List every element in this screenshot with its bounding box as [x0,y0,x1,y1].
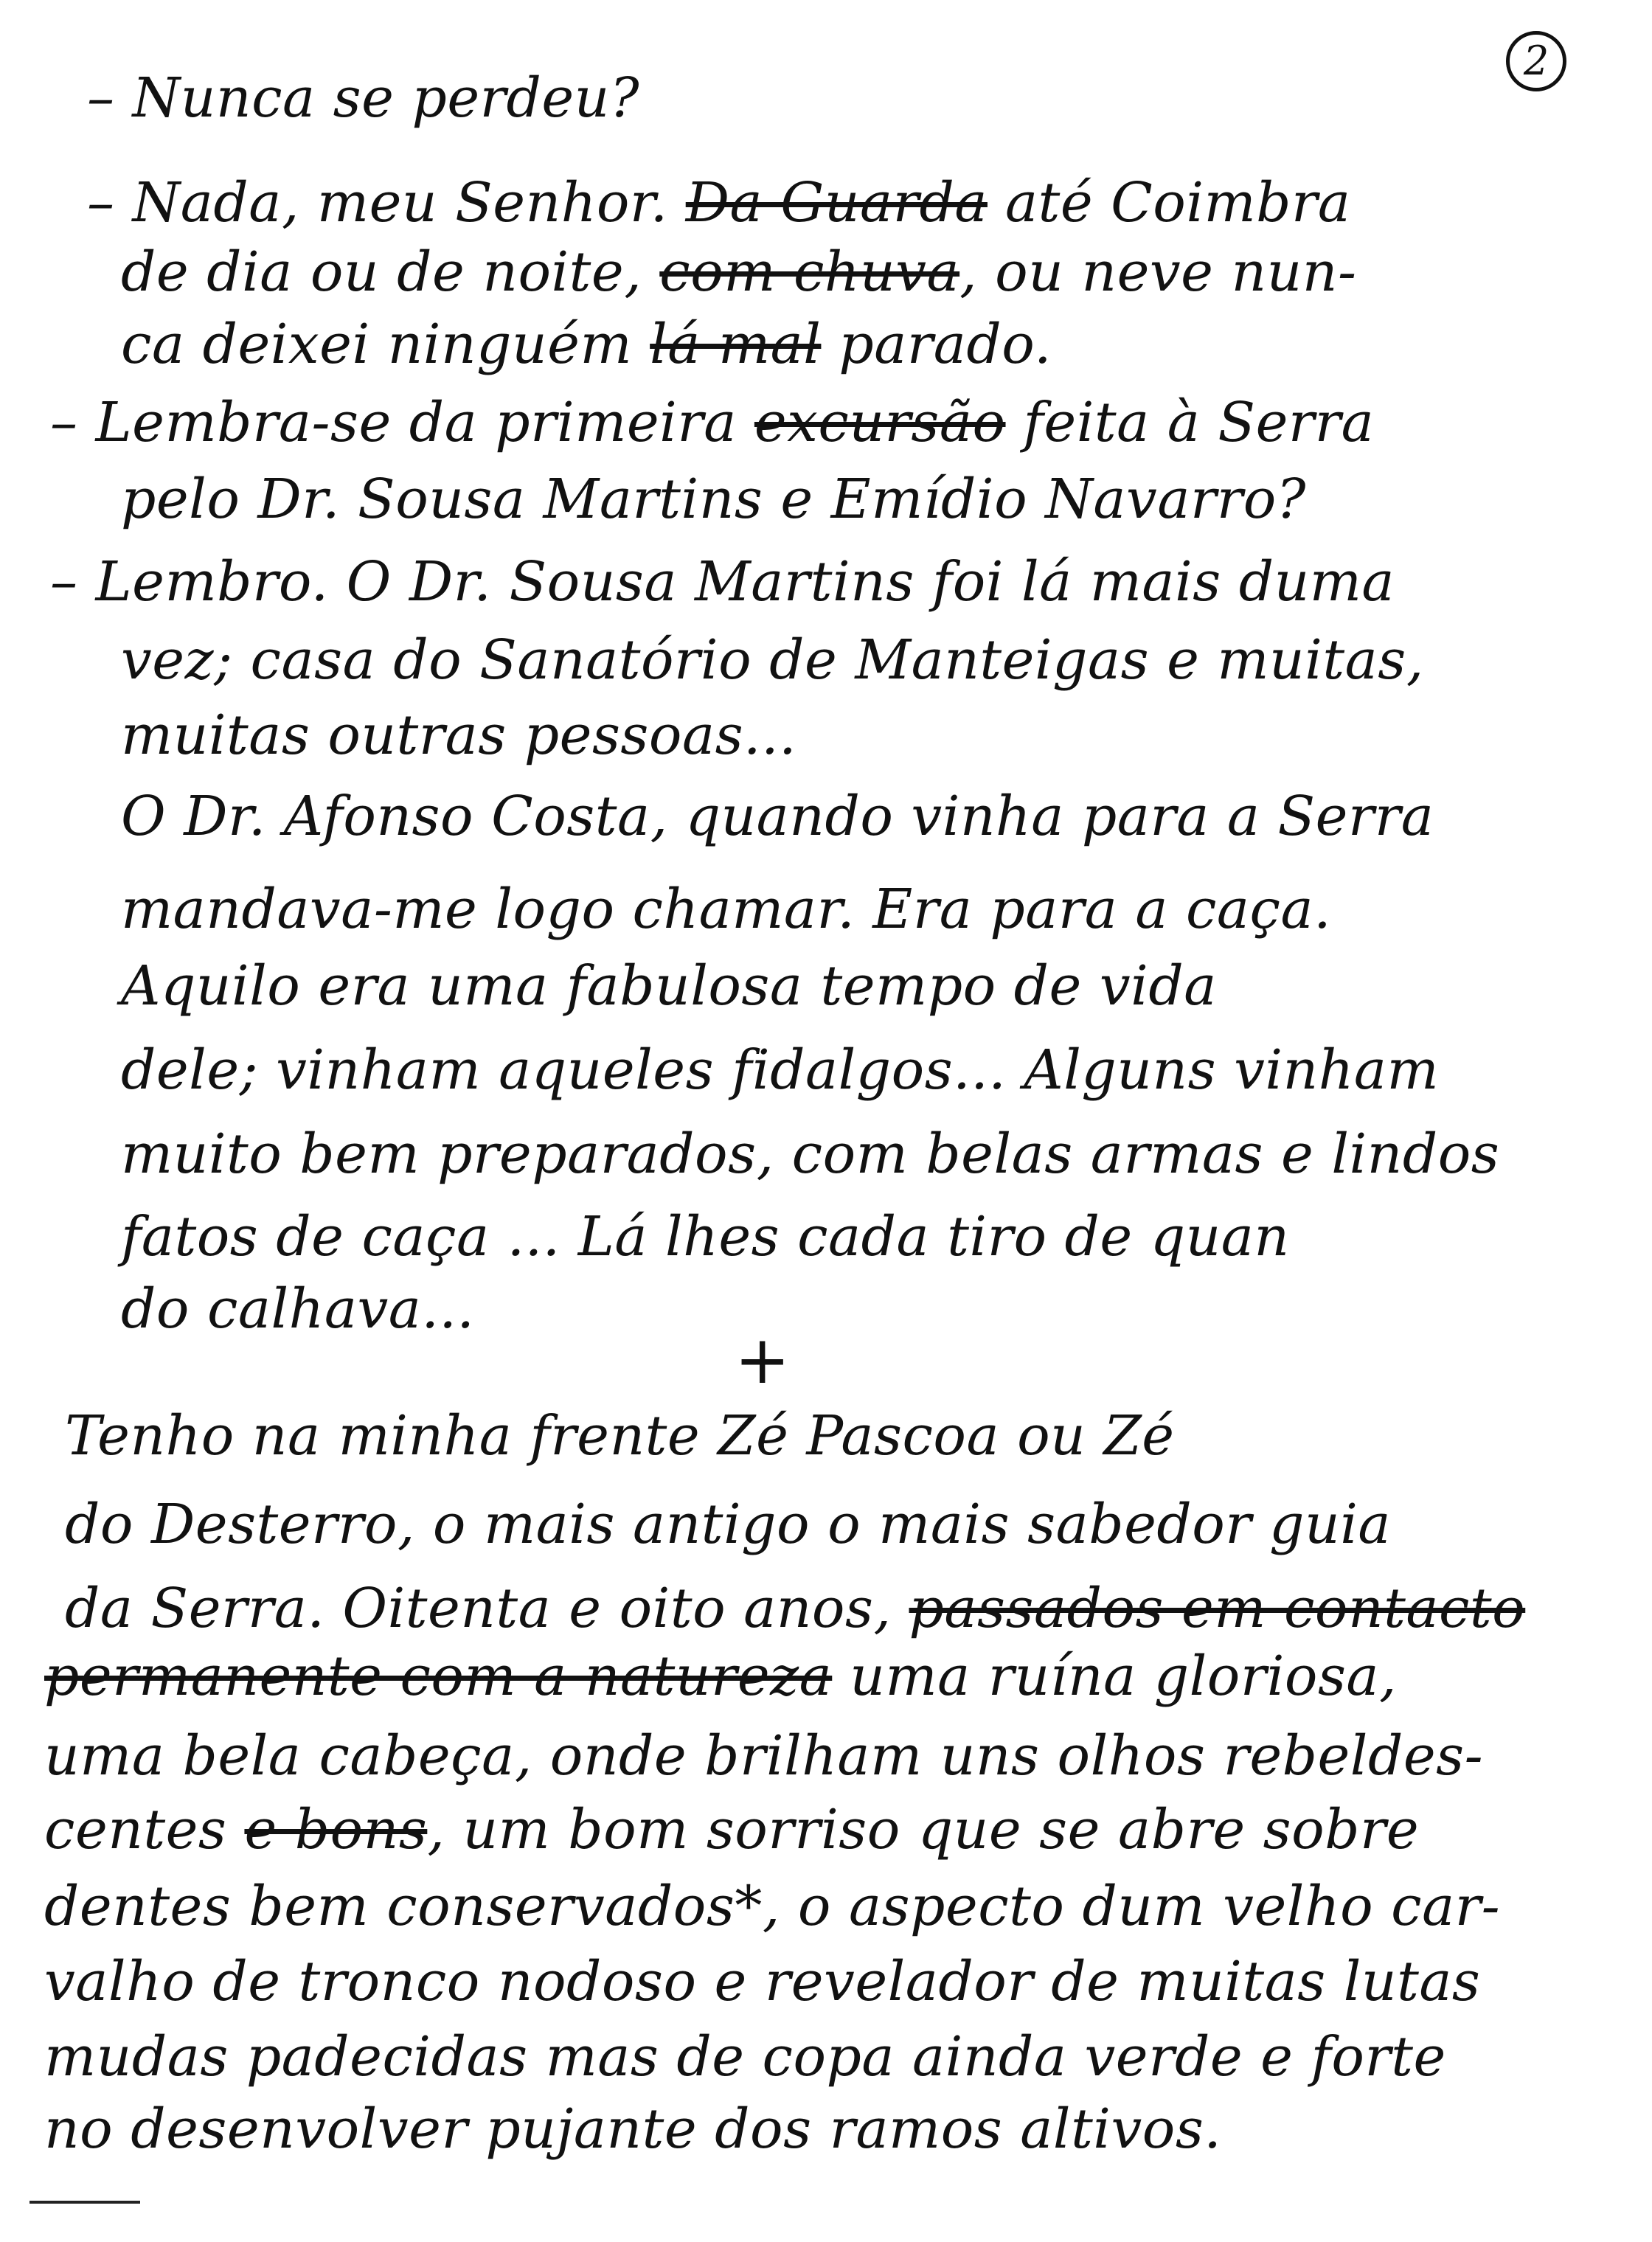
dialogue-line-7: – Lembro. O Dr. Sousa Martins foi lá mais duma [50,550,1395,614]
struck-text-excursao: excursão [754,391,1006,454]
dialogue-line-2-c: até Coimbra [987,171,1351,235]
dialogue-line-9: muitas outras pessoas... [121,704,797,767]
struck-text-permanente-natureza: permanente com a natureza [44,1645,833,1708]
narrative-line-10: no desenvolver pujante dos ramos altivos. [44,2097,1222,2161]
narrative-line-5: uma bela cabeça, onde brilham uns olhos rebeldes- [44,1724,1484,1788]
narrative-line-6-c: , um bom sorriso que se abre sobre [427,1798,1420,1861]
struck-text-passados-em-contacto: passados em contacto [909,1577,1526,1640]
narrative-line-3-a: da Serra. Oitenta e oito anos, [65,1577,909,1640]
narrative-line-7: dentes bem conservados*, o aspecto dum velho car- [44,1875,1501,1938]
narrative-line-4-b: uma ruína gloriosa, [832,1645,1398,1708]
dialogue-line-12: Aquilo era uma fabulosa tempo de vida [121,954,1217,1018]
dialogue-line-3-a: de dia ou de noite, [121,240,660,304]
dialogue-line-10: O Dr. Afonso Costa, quando vinha para a Serra [121,785,1434,848]
dialogue-line-4 [121,313,1052,376]
dialogue-line-2 [87,171,1351,235]
narrative-line-6 [44,1798,1420,1861]
narrative-line-8: valho de tronco nodoso e revelador de muitas lutas [44,1950,1481,2013]
narrative-line-2: do Desterro, o mais antigo o mais sabedor guia [65,1493,1391,1556]
dialogue-line-14: muito bem preparados, com belas armas e lindos [121,1122,1500,1186]
narrative-line-4 [44,1645,1398,1708]
narrative-line-1: Tenho na minha frente Zé Pascoa ou Zé [65,1404,1175,1468]
dialogue-line-4-c: parado. [821,313,1052,376]
dialogue-line-5-c: feita à Serra [1005,391,1375,454]
dialogue-line-3 [121,240,1357,304]
dialogue-line-11: mandava-me logo chamar. Era para a caça. [121,878,1332,941]
dialogue-line-5-a: – Lembra-se da primeira [50,391,754,454]
narrative-line-9: mudas padecidas mas de copa ainda verde e forte [44,2025,1446,2089]
dialogue-line-2-a: – Nada, meu Senhor. [87,171,686,235]
dialogue-line-4-a: ca deixei ninguém [121,313,650,376]
dialogue-line-5 [50,391,1375,454]
dialogue-line-16: do calhava... [121,1277,475,1341]
dialogue-line-15: fatos de caça ... Lá lhes cada tiro de quan [121,1205,1290,1268]
dialogue-line-1: – Nunca se perdeu? [87,66,639,130]
struck-text-la-mal: lá mal [650,313,822,376]
struck-text-e-bons: e bons [244,1798,428,1861]
dialogue-line-13: dele; vinham aqueles fidalgos... Alguns vinham [121,1038,1440,1102]
bottom-rule-mark [30,2201,140,2204]
dialogue-line-3-c: , ou neve nun- [959,240,1357,304]
narrative-line-3 [65,1577,1526,1640]
dialogue-line-6: pelo Dr. Sousa Martins e Emídio Navarro? [121,468,1306,531]
page-number: 2 [1506,31,1566,91]
narrative-line-6-a: centes [44,1798,245,1861]
dialogue-line-8: vez; casa do Sanatório de Manteigas e muitas, [121,628,1424,692]
struck-text-com-chuva: com chuva [659,240,960,304]
struck-text-da-guarda: Da Guarda [685,171,988,235]
section-separator-cross: + [735,1322,791,1399]
